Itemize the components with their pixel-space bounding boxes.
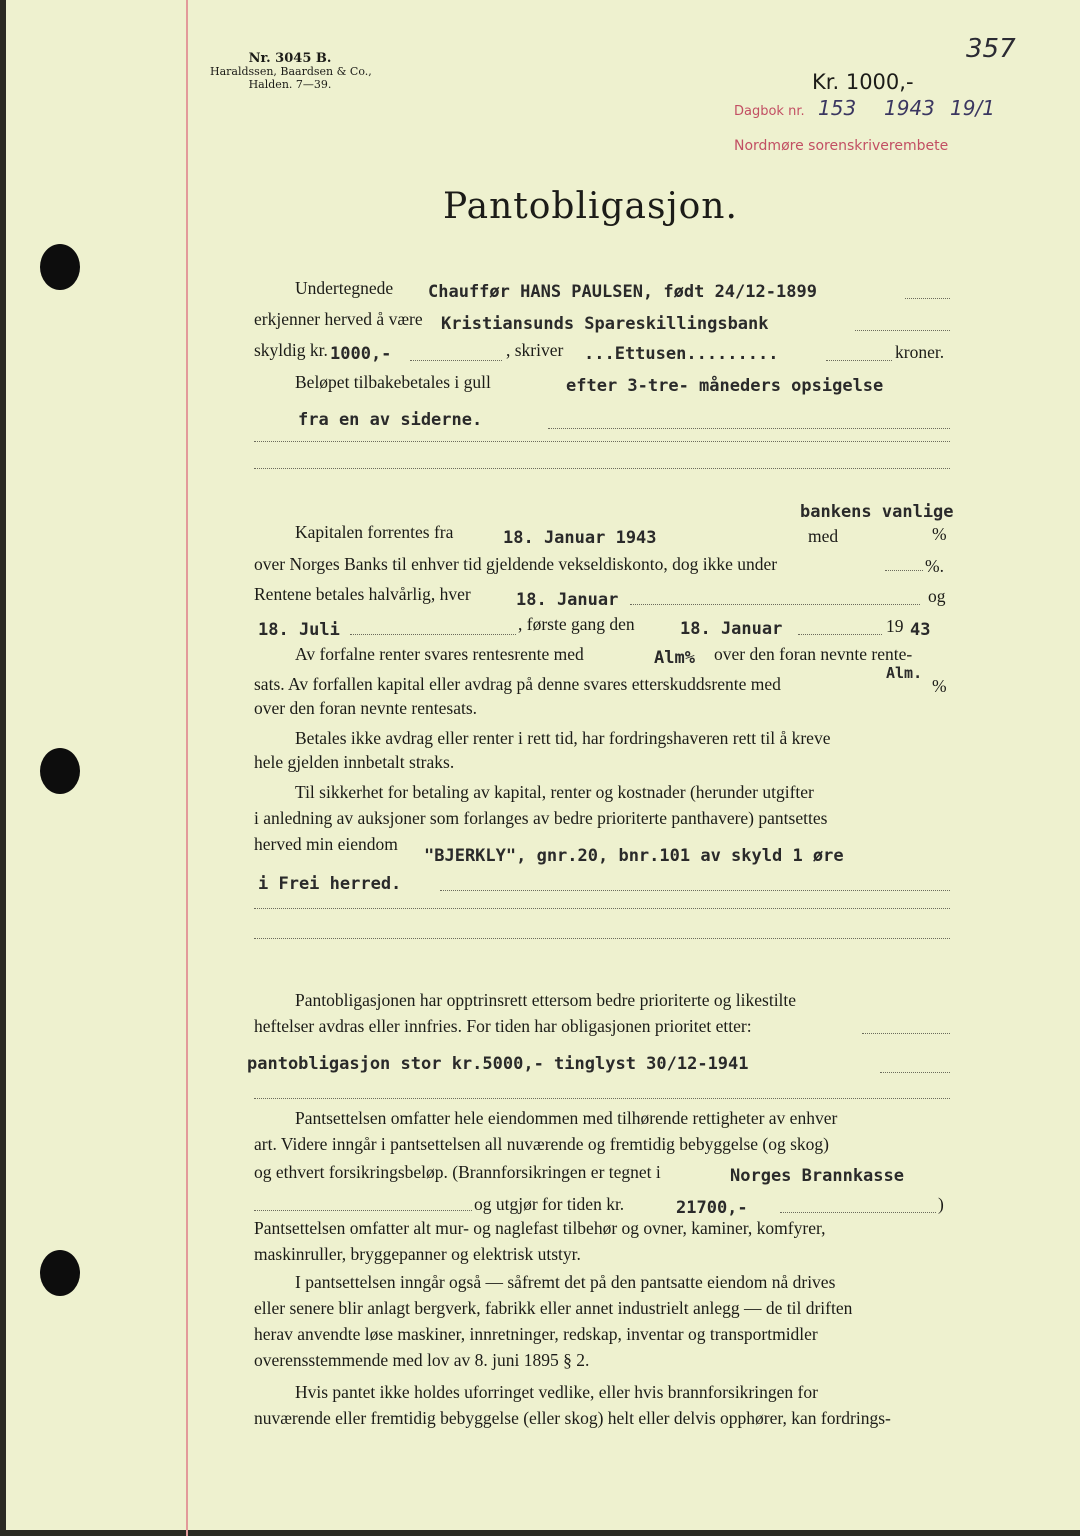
ogsa-text-2: eller senere blir anlagt bergverk, fabrikk eller annet industrielt anlegg — de til driften <box>254 1298 853 1318</box>
over-den-text: over den foran nevnte rente- <box>714 644 913 664</box>
belopet-label: Beløpet tilbakebetales i gull <box>295 372 491 392</box>
med-label: med <box>808 526 839 546</box>
interest-date-1: 18. Januar <box>516 590 619 610</box>
interest-insert: bankens vanlige <box>800 502 954 522</box>
fill-line <box>826 360 892 361</box>
alm-rate-2: Alm. <box>886 664 923 682</box>
insured-amount: 21700,- <box>676 1198 748 1218</box>
fill-line <box>254 441 950 442</box>
omfatter-text-3: og ethvert forsikringsbeløp. (Brannforsikringen er tegnet i <box>254 1162 661 1182</box>
amount-header: Kr. 1000,- <box>812 70 914 94</box>
utgjor-label: og utgjør for tiden kr. <box>474 1194 625 1214</box>
fill-line <box>440 890 950 891</box>
percent-sign: % <box>932 676 947 696</box>
page-number: 357 <box>966 34 1016 64</box>
hvis-text-1: Hvis pantet ikke holdes uforringet vedlike, eller hvis brannforsikringen for <box>295 1382 818 1402</box>
fill-line <box>798 634 882 635</box>
fill-line <box>254 1210 472 1211</box>
omfatter-text-1: Pantsettelsen omfatter hele eiendommen med tilhørende rettigheter av enhver <box>295 1108 838 1128</box>
kapitalen-label: Kapitalen forrentes fra <box>295 522 454 542</box>
first-payment-date: 18. Januar <box>680 619 783 639</box>
amount-words: ...Ettusen......... <box>584 344 779 364</box>
fill-line <box>350 634 516 635</box>
omfatter-text-2: art. Videre inngår i pantsettelsen all nuværende og fremtidig bebyggelse (og skog) <box>254 1134 829 1154</box>
margin-line <box>186 0 188 1536</box>
over-norges-text: over Norges Banks til enhver tid gjeldende vekseldiskonto, dog ikke under <box>254 554 778 574</box>
fill-line <box>254 1098 950 1099</box>
dagbok-number: 153 <box>818 96 857 120</box>
amount-value: 1000,- <box>330 344 392 364</box>
opptrinn-text-2: heftelser avdras eller innfries. For tiden har obligasjonen prioritet etter: <box>254 1016 752 1036</box>
printer-imprint <box>210 52 370 91</box>
fill-line <box>254 908 950 909</box>
fill-line <box>630 604 920 605</box>
dagbok-year: 1943 <box>884 96 935 120</box>
interest-date-2: 18. Juli <box>258 620 340 640</box>
dagbok-date: 19/1 <box>950 96 995 120</box>
repayment-terms-2: fra en av siderne. <box>298 410 483 430</box>
document-title: Pantobligasjon. <box>443 186 738 227</box>
printer-place: Halden. 7—39. <box>248 78 332 91</box>
prior-encumbrance: pantobligasjon stor kr.5000,- tinglyst 30/12-1941 <box>247 1054 749 1074</box>
og-label: og <box>928 586 946 606</box>
av-forfalne-text: Av forfalne renter svares rentesrente med <box>295 644 584 664</box>
interest-from-date: 18. Januar 1943 <box>503 528 657 548</box>
punch-hole <box>40 748 80 794</box>
fill-line <box>862 1033 950 1034</box>
fill-line <box>254 938 950 939</box>
sats-text: sats. Av forfallen kapital eller avdrag på denne svares etterskuddsrente med <box>254 674 781 694</box>
repayment-terms-1: efter 3-tre- måneders opsigelse <box>566 376 884 396</box>
percent-sign: %. <box>925 556 944 576</box>
ogsa-text-3: herav anvendte løse maskiner, innretninger, redskap, inventar og transportmidler <box>254 1324 818 1344</box>
debtor-value: Chauffør HANS PAULSEN, født 24/12-1899 <box>428 282 817 302</box>
fill-line <box>254 468 950 469</box>
opptrinn-text-1: Pantobligasjonen har opptrinsrett ettersom bedre prioriterte og likestilte <box>295 990 797 1010</box>
mur-text-2: maskinruller, bryggepanner og elektrisk utstyr. <box>254 1244 581 1264</box>
percent-sign: % <box>932 524 947 544</box>
office-stamp: Nordmøre sorenskriverembete <box>734 138 949 154</box>
punch-hole <box>40 1250 80 1296</box>
fill-line <box>548 428 950 429</box>
close-paren: ) <box>938 1194 944 1214</box>
property-value-1: "BJERKLY", gnr.20, bnr.101 av skyld 1 øre <box>424 846 844 866</box>
printer-name: Haraldssen, Baardsen & Co., <box>210 65 372 78</box>
mur-text-1: Pantsettelsen omfatter alt mur- og naglefast tilbehør og ovner, kaminer, komfyrer, <box>254 1218 826 1238</box>
forste-label: , første gang den <box>518 614 635 634</box>
alm-rate-1: Alm% <box>654 648 695 668</box>
fill-line <box>780 1212 936 1213</box>
betales-text-1: Betales ikke avdrag eller renter i rett tid, har fordringshaveren rett til å kreve <box>295 728 831 748</box>
fill-line <box>885 570 923 571</box>
fill-line <box>410 360 502 361</box>
year-suffix: 43 <box>910 620 931 640</box>
property-value-2: i Frei herred. <box>258 874 402 894</box>
over-den-foran-text: over den foran nevnte rentesats. <box>254 698 478 718</box>
hvis-text-2: nuværende eller fremtidig bebyggelse (eller skog) helt eller delvis opphører, kan fordrings- <box>254 1408 891 1428</box>
skriver-label: , skriver <box>506 340 564 360</box>
form-number: Nr. 3045 B. <box>248 51 332 66</box>
fill-line <box>905 298 950 299</box>
ogsa-text-4: overensstemmende med lov av 8. juni 1895 § 2. <box>254 1350 590 1370</box>
scan-edge-bottom <box>0 1530 1080 1536</box>
creditor-value: Kristiansunds Spareskillingsbank <box>441 314 769 334</box>
insurer-value: Norges Brannkasse <box>730 1166 904 1186</box>
scan-edge-left <box>0 0 6 1536</box>
rentene-label: Rentene betales halvårlig, hver <box>254 584 471 604</box>
herved-label: herved min eiendom <box>254 834 398 854</box>
kroner-label: kroner. <box>895 342 945 362</box>
erkjenner-label: erkjenner herved å være <box>254 309 423 329</box>
ogsa-text-1: I pantsettelsen inngår også — såfremt det på den pantsatte eiendom nå drives <box>295 1272 836 1292</box>
fill-line <box>880 1072 950 1073</box>
fill-line <box>855 330 950 331</box>
punch-hole <box>40 244 80 290</box>
undertegnede-label: Undertegnede <box>295 278 394 298</box>
skyldig-label: skyldig kr. <box>254 340 328 360</box>
til-sikkerhet-text-2: i anledning av auksjoner som forlanges av bedre prioriterte panthavere) pantsettes <box>254 808 828 828</box>
betales-text-2: hele gjelden innbetalt straks. <box>254 752 455 772</box>
til-sikkerhet-text-1: Til sikkerhet for betaling av kapital, renter og kostnader (herunder utgifter <box>295 782 814 802</box>
year-prefix: 19 <box>886 616 904 636</box>
dagbok-label: Dagbok nr. <box>734 104 805 119</box>
